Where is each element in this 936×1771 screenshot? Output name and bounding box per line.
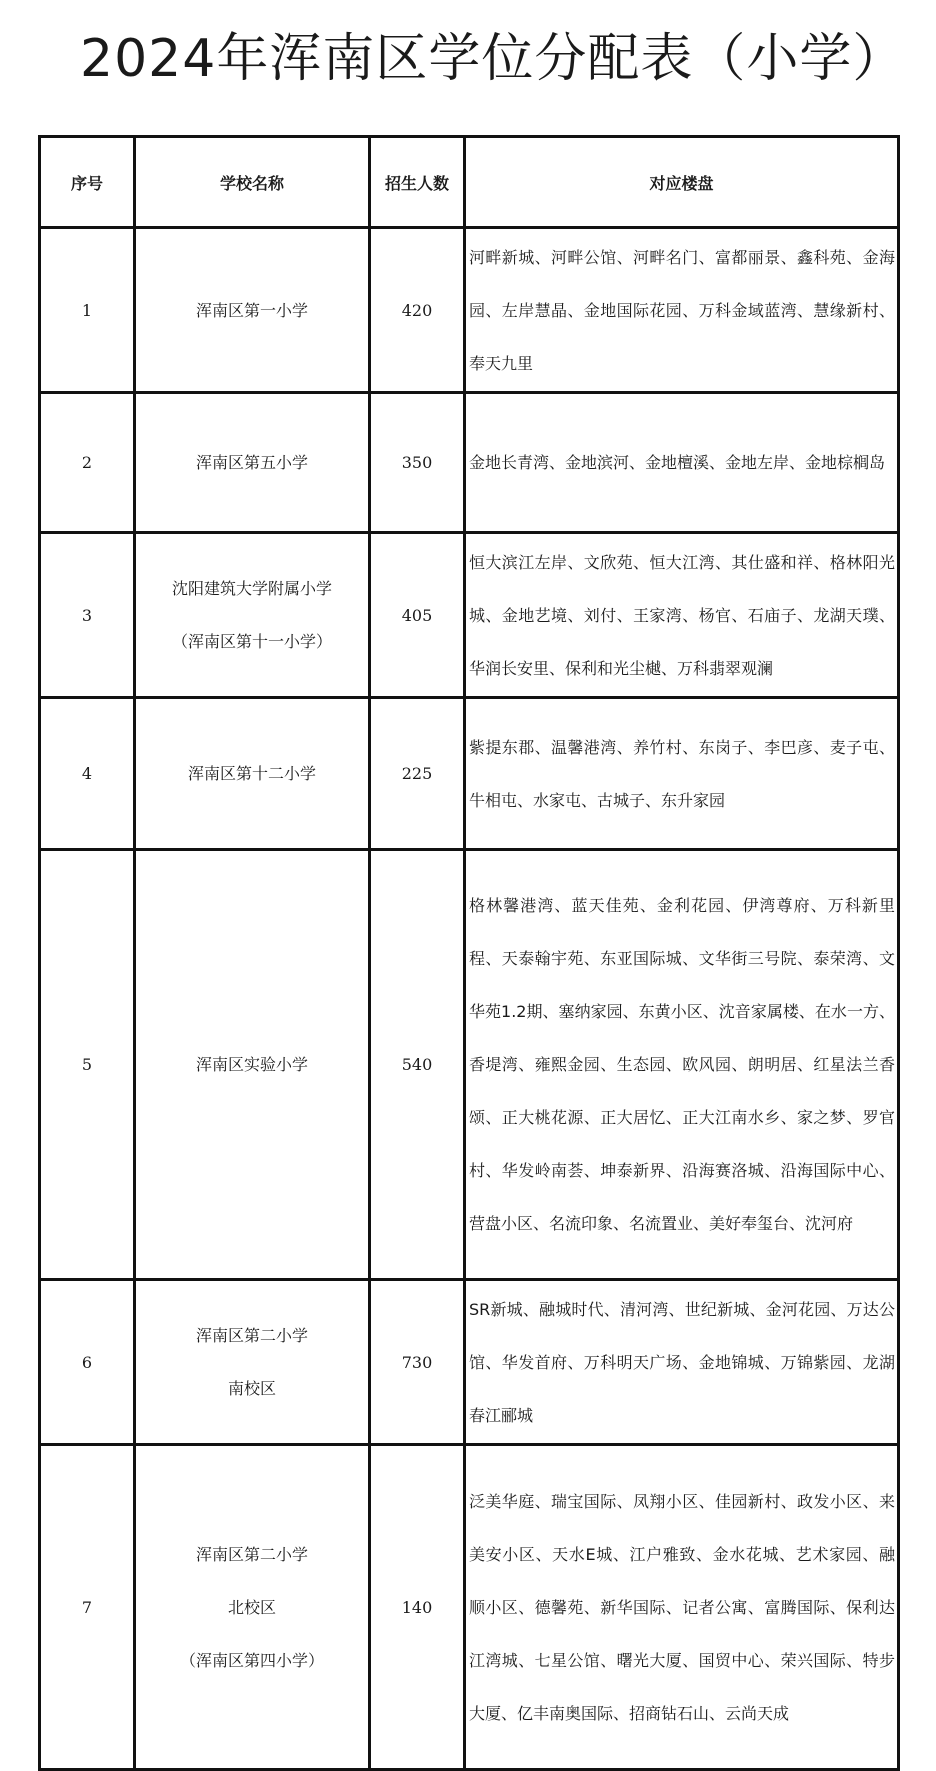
row-school: [135, 393, 370, 533]
header-index: 序号: [40, 137, 135, 228]
row-index: 1: [40, 228, 135, 393]
row-index: 7: [40, 1445, 135, 1770]
row-index: 3: [40, 533, 135, 698]
row-school: [135, 850, 370, 1280]
row-school: [135, 228, 370, 393]
school-allocation-table: [38, 135, 900, 1771]
school-name-line: 沈阳建筑大学附属小学: [171, 579, 332, 598]
school-name-line: 南校区: [227, 1379, 276, 1398]
table-row: [40, 533, 899, 698]
row-enrollment: 225: [370, 698, 465, 850]
table-row: [40, 1445, 899, 1770]
row-enrollment: 420: [370, 228, 465, 393]
row-index: 6: [40, 1280, 135, 1445]
school-name-line: 浑南区第二小学: [195, 1326, 308, 1345]
table-row: [40, 393, 899, 533]
table-row: [40, 850, 899, 1280]
school-name-line: 浑南区实验小学: [195, 1055, 308, 1074]
row-estates: 金地长青湾、金地滨河、金地檀溪、金地左岸、金地棕榈岛: [465, 393, 899, 533]
page-title: 2024年浑南区学位分配表（小学）: [80, 29, 906, 89]
row-school: [135, 533, 370, 698]
row-school: [135, 1445, 370, 1770]
school-name-line: （浑南区第四小学）: [179, 1650, 324, 1670]
row-school: [135, 1280, 370, 1445]
school-name-line: 北校区: [227, 1597, 276, 1617]
row-index: 2: [40, 393, 135, 533]
row-index: 4: [40, 698, 135, 850]
header-estates: 对应楼盘: [465, 137, 899, 228]
header-enrollment: 招生人数: [370, 137, 465, 228]
school-name-line: （浑南区第十一小学）: [171, 632, 332, 651]
school-name-line: 浑南区第五小学: [195, 453, 308, 472]
school-name-line: 浑南区第二小学: [195, 1544, 308, 1564]
row-index: 5: [40, 850, 135, 1280]
row-enrollment: 405: [370, 533, 465, 698]
row-estates: SR新城、融城时代、清河湾、世纪新城、金河花园、万达公馆、华发首府、万科明天广场、金地锦城、万锦紫园、龙湖春江郦城: [465, 1280, 899, 1445]
row-estates: 恒大滨江左岸、文欣苑、恒大江湾、其仕盛和祥、格林阳光城、金地艺境、刘付、王家湾、杨官、石庙子、龙湖天璞、华润长安里、保利和光尘樾、万科翡翠观澜: [465, 533, 899, 698]
table-header-row: [40, 137, 899, 228]
row-enrollment: 140: [370, 1445, 465, 1770]
row-estates: 泛美华庭、瑞宝国际、凤翔小区、佳园新村、政发小区、来美安小区、天水E城、江户雅致、金水花城、艺术家园、融顺小区、德馨苑、新华国际、记者公寓、富腾国际、保利达江湾城、七星公馆、曙光大厦、国贸中心、荣兴国际、特步大厦、亿丰南奥国际、招商钻石山、云尚天成: [465, 1445, 899, 1770]
row-enrollment: 350: [370, 393, 465, 533]
row-estates: 紫提东郡、温馨港湾、养竹村、东岗子、李巴彦、麦子屯、牛相屯、水家屯、古城子、东升家园: [465, 698, 899, 850]
row-school: [135, 698, 370, 850]
table-row: [40, 228, 899, 393]
table-row: [40, 698, 899, 850]
row-estates: 河畔新城、河畔公馆、河畔名门、富都丽景、鑫科苑、金海园、左岸慧晶、金地国际花园、万科金域蓝湾、慧缘新村、奉天九里: [465, 228, 899, 393]
table-row: [40, 1280, 899, 1445]
school-name-line: 浑南区第十二小学: [187, 764, 316, 783]
row-estates: 格林馨港湾、蓝天佳苑、金利花园、伊湾尊府、万科新里程、天泰翰宇苑、东亚国际城、文华街三号院、泰荣湾、文华苑1.2期、塞纳家园、东黄小区、沈音家属楼、在水一方、香堤湾、雍熙金园、生态园、欧风园、朗明居、红星法兰香颂、正大桃花源、正大居忆、正大江南水乡、家之梦、罗官村、华发岭南荟、坤泰新界、沿海赛洛城、沿海国际中心、营盘小区、名流印象、名流置业、美好奉玺台、沈河府: [465, 850, 899, 1280]
row-enrollment: 730: [370, 1280, 465, 1445]
header-school: 学校名称: [135, 137, 370, 228]
school-name-line: 浑南区第一小学: [195, 300, 308, 320]
row-enrollment: 540: [370, 850, 465, 1280]
